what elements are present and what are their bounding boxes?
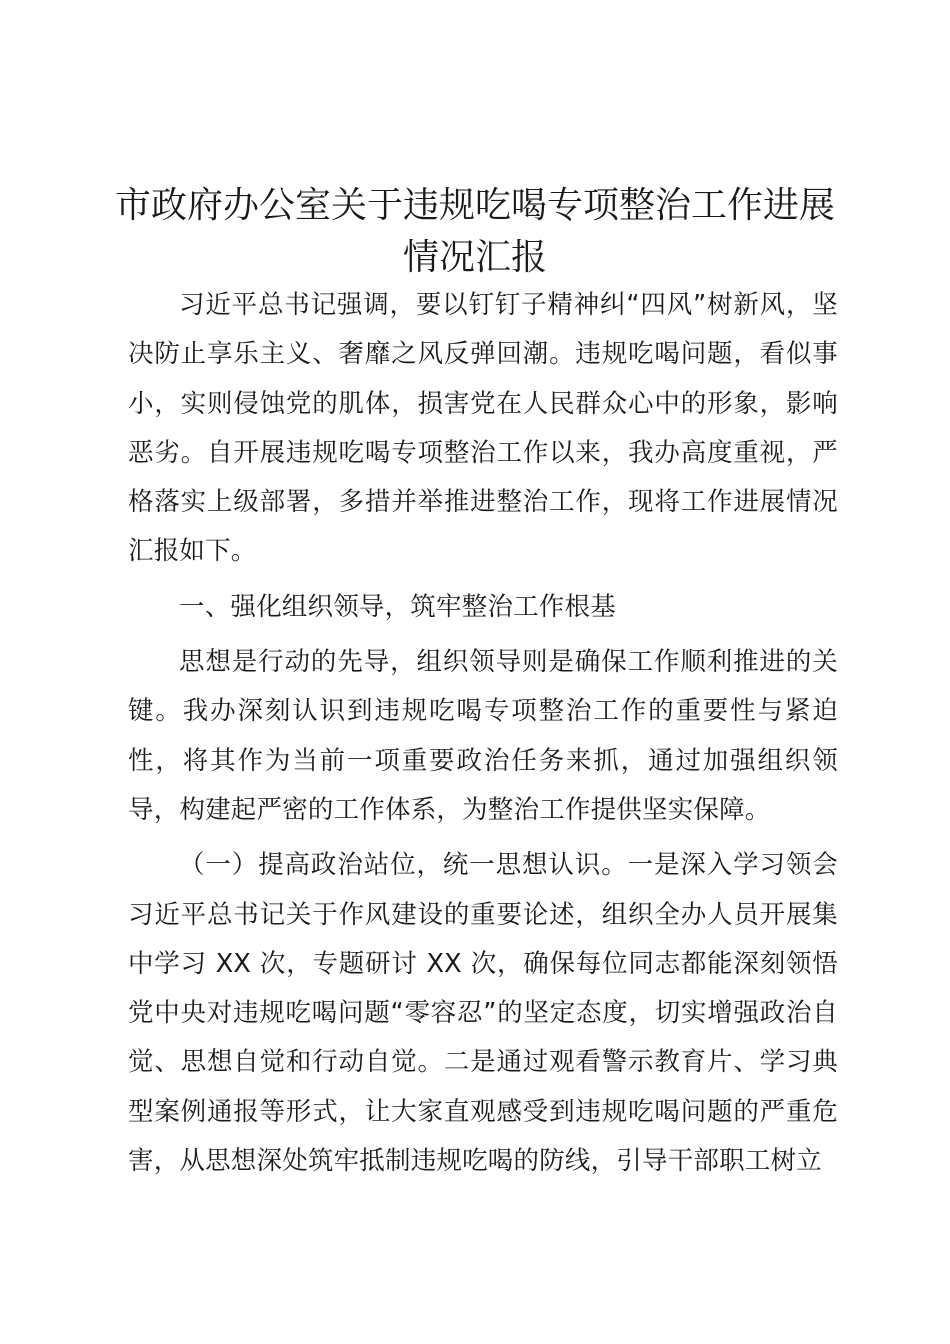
- subsection-paragraph: （一）提高政治站位，统一思想认识。一是深入学习领会习近平总书记关于作风建设的重要论述，组织全办人员开展集中学习 XX 次，专题研讨 XX 次，确保每位同志都能深刻领悟党中央对违规吃喝问题“零容忍”的坚定态度，切实增强政治自觉、思想自觉和行动自觉。二是通过观看警示教育片、学习典型案例通报等形式，让大家直观感受到违规吃喝问题的严重危害，从思想深处筑牢抵制违规吃喝的防线，引导干部职工树立: [128, 850, 838, 1177]
- intro-paragraph: 习近平总书记强调，要以钉钉子精神纠“四风”树新风，坚决防止享乐主义、奢靡之风反弹回潮。违规吃喝问题，看似事小，实则侵蚀党的肌体，损害党在人民群众心中的形象，影响恶劣。自开展违规吃喝专项整治工作以来，我办高度重视，严格落实上级部署，多措并举推进整治工作，现将工作进展情况汇报如下。: [128, 290, 838, 567]
- title-line-1: 市政府办公室关于违规吃喝专项整治工作进展: [114, 185, 835, 226]
- section-heading: 一、强化组织领导，筑牢整治工作根基: [179, 591, 616, 622]
- title-line-2: 情况汇报: [402, 237, 547, 278]
- document-body: [128, 281, 838, 1186]
- document-title: [110, 180, 840, 284]
- section-paragraph: 思想是行动的先导，组织领导则是确保工作顺利推进的关键。我办深刻认识到违规吃喝专项整治工作的重要性与紧迫性，将其作为当前一项重要政治任务来抓，通过加强组织领导，构建起严密的工作体系，为整治工作提供坚实保障。: [128, 647, 838, 825]
